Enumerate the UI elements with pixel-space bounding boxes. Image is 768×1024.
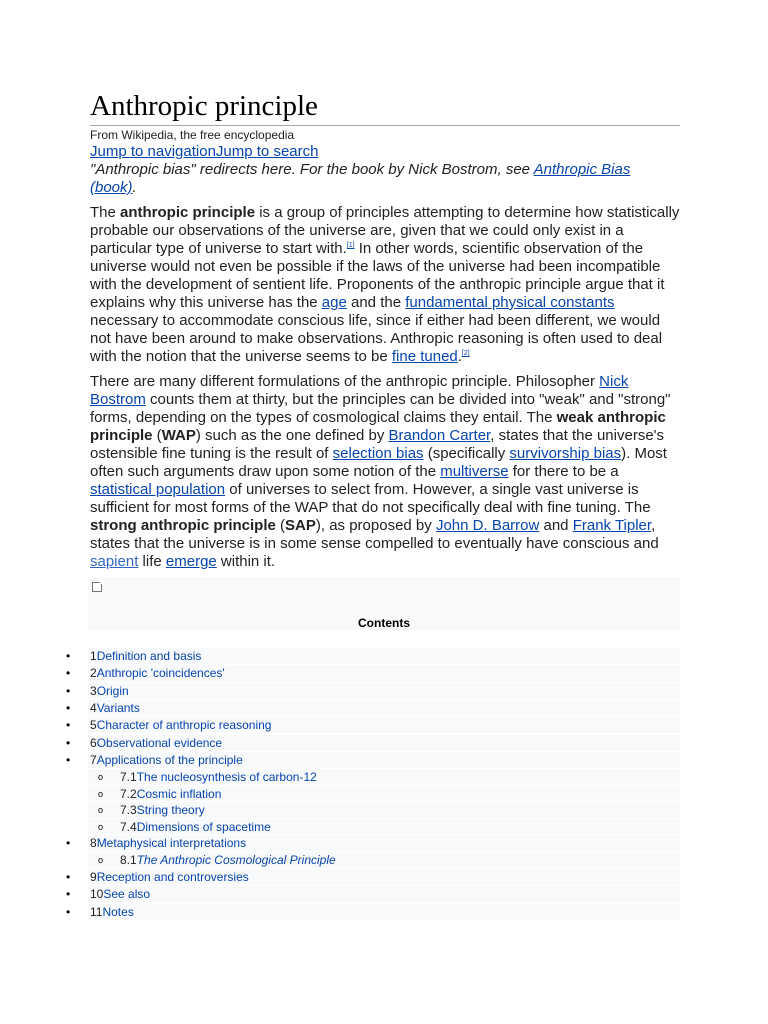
text: There are many different formulations of the anthropic principle. Philosopher [90,373,600,390]
toc-item[interactable] [90,835,246,852]
article-title: Anthropic principle [90,88,680,126]
toc-item-number: 8.1 [120,853,137,868]
hatnote-text: "Anthropic bias" redirects here. For the book by Nick Bostrom, see [90,161,534,178]
toc-bullet: o [98,772,104,783]
toc-item[interactable] [90,869,249,886]
text: ( [275,517,286,534]
toc-toggle-checkbox[interactable] [92,582,102,592]
citation-link[interactable]: [2] [461,350,470,357]
toc-item-number: 3 [90,683,97,698]
brandon-carter-link[interactable]: Brandon Carter [388,427,491,444]
text: life [138,553,166,570]
toc-row-background [88,700,680,716]
text: (specifically [423,445,510,462]
toc-item-link[interactable]: String theory [136,803,205,818]
fine-tuned-link[interactable]: fine tuned [391,348,458,365]
toc-item-number: 4 [90,700,97,715]
toc-bullet: • [66,887,71,902]
toc-item[interactable] [90,735,222,752]
toc-item[interactable] [90,700,140,717]
bold-term: SAP [285,517,316,534]
toc-bullet: • [66,869,71,884]
toc-item[interactable] [90,717,271,734]
toc-bullet: • [66,718,71,733]
text: ). Most often such arguments draw upon some notion of the [90,445,667,480]
text: of universes to select from. However, a single vast universe is sufficient for most forms of the WAP that do not specifically deal with fine tuning. The [90,481,651,516]
bold-term: weak anthropic principle [90,409,666,444]
toc-item-link[interactable]: Metaphysical interpretations [96,836,247,851]
toc-item-number: 7 [90,752,97,767]
fundamental-constants-link[interactable]: fundamental physical constants [405,294,615,311]
toc-item[interactable] [120,852,336,869]
toc-bullet: • [66,752,71,767]
toc-bullet: o [98,788,104,799]
text: ) such as the one defined by [195,427,389,444]
citation-link[interactable]: [1] [346,242,355,249]
toc-item-number: 9 [90,869,97,884]
toc-row-background [88,683,680,699]
statistical-population-link[interactable]: statistical population [90,481,226,498]
text: , states that the universe's ostensible fine tuning is the result of [90,427,665,462]
toc-bullet: • [66,666,71,681]
toc-item[interactable] [90,665,225,682]
toc-item-link[interactable]: Reception and controversies [96,869,249,884]
toc-item-link[interactable]: Anthropic 'coincidences' [96,666,225,681]
toc-item-number: 10 [90,887,104,902]
text: . [457,348,462,365]
toc-item-link[interactable]: Dimensions of spacetime [136,819,271,834]
toc-item-link[interactable]: The nucleosynthesis of carbon-12 [136,770,317,785]
toc-item-number: 8 [90,836,97,851]
toc-bullet: o [98,855,104,866]
text: necessary to accommodate conscious life, since if either had been different, we would not have been around to make observations. Anthropic reasoning is often used to deal with the notion that the universe seems to be [90,312,663,365]
bold-term: anthropic principle [120,204,256,221]
toc-item-number: 5 [90,718,97,733]
text: for there to be a [508,463,619,480]
text: is a group of principles attempting to determine how statistically probable our observations of the universe are, given that we could only exist in a particular type of universe to start with. [90,204,680,257]
bold-term: strong anthropic principle [90,517,276,534]
jump-to-search-link[interactable]: Jump to search [215,143,319,160]
toc-item-number: 7.2 [120,786,137,801]
toc-item-number: 7.4 [120,819,137,834]
toc-item-link[interactable]: Cosmic inflation [136,786,222,801]
age-link[interactable]: age [321,294,347,311]
john-barrow-link[interactable]: John D. Barrow [435,517,540,534]
text: and [539,517,573,534]
toc-item[interactable] [90,648,201,665]
toc-item[interactable] [120,769,317,786]
toc-item[interactable] [90,752,243,769]
toc-item[interactable] [90,886,150,903]
toc-bullet: o [98,821,104,832]
emerge-link[interactable]: emerge [165,553,217,570]
toc-item-link[interactable]: Definition and basis [96,649,202,663]
toc-item-number: 7.3 [120,803,137,818]
toc-bullet: • [66,836,71,851]
toc-item[interactable] [120,819,271,836]
text: within it. [216,553,276,570]
multiverse-link[interactable]: multiverse [440,463,509,480]
intro-paragraph-2 [90,373,680,571]
toc-title: Contents [358,616,410,630]
toc-bullet: • [66,904,71,919]
toc-item-link[interactable]: The Anthropic Cosmological Principle [136,853,336,868]
text: and the [346,294,406,311]
toc-row-background [88,904,680,920]
toc-bullet: o [98,805,104,816]
toc-item-link[interactable]: See also [103,887,151,902]
nick-bostrom-link[interactable]: Nick Bostrom [90,373,629,408]
toc-item-link[interactable]: Variants [96,700,140,715]
text: , states that the universe is in some sense compelled to eventually have conscious and [90,517,659,552]
article-tagline: From Wikipedia, the free encyclopedia [90,128,295,142]
toc-item-link[interactable]: Observational evidence [96,735,223,750]
selection-bias-link[interactable]: selection bias [332,445,424,462]
text: The [90,204,121,221]
text: ( [152,427,162,444]
intro-paragraph-1 [90,204,680,366]
frank-tipler-link[interactable]: Frank Tipler [572,517,652,534]
toc-item-link[interactable]: Notes [102,904,134,919]
text: counts them at thirty, but the principles can be divided into "weak" and "strong" forms, depending on the types of cosmological claims they entail. The [90,391,671,426]
toc-item[interactable] [120,786,221,803]
toc-bullet: • [66,735,71,750]
jump-to-navigation-link[interactable]: Jump to navigation [90,143,216,160]
bold-term: WAP [161,427,196,444]
toc-item-link[interactable]: Character of anthropic reasoning [96,718,272,733]
toc-item-number: 2 [90,666,97,681]
toc-bullet: • [66,700,71,715]
jump-links [90,143,318,161]
toc-row-background [88,886,680,902]
toc-item[interactable] [90,683,129,700]
text: ), as proposed by [315,517,436,534]
anthropic-bias-book-link[interactable]: Anthropic Bias (book) [90,161,631,196]
toc-item-number: 1 [90,649,97,663]
sapient-link[interactable]: sapient [90,553,139,570]
toc-item-number: 6 [90,735,97,750]
survivorship-bias-link[interactable]: survivorship bias [509,445,622,462]
toc-item[interactable] [90,904,134,921]
toc-bullet: • [66,649,71,663]
toc-item-number: 11 [90,904,103,919]
hatnote-end: . [132,179,137,196]
toc-item-number: 7.1 [120,770,137,785]
toc-bullet: • [66,683,71,698]
text: In other words, scientific observation of the universe would not even be possible if the laws of the universe had been incompatible with the development of sentient life. Proponents of the anthropic principle argue that it explains why this universe has the [90,240,665,311]
hatnote [90,161,670,197]
toc-item[interactable] [120,802,205,819]
toc-item-link[interactable]: Applications of the principle [96,752,243,767]
toc-item-link[interactable]: Origin [96,683,129,698]
